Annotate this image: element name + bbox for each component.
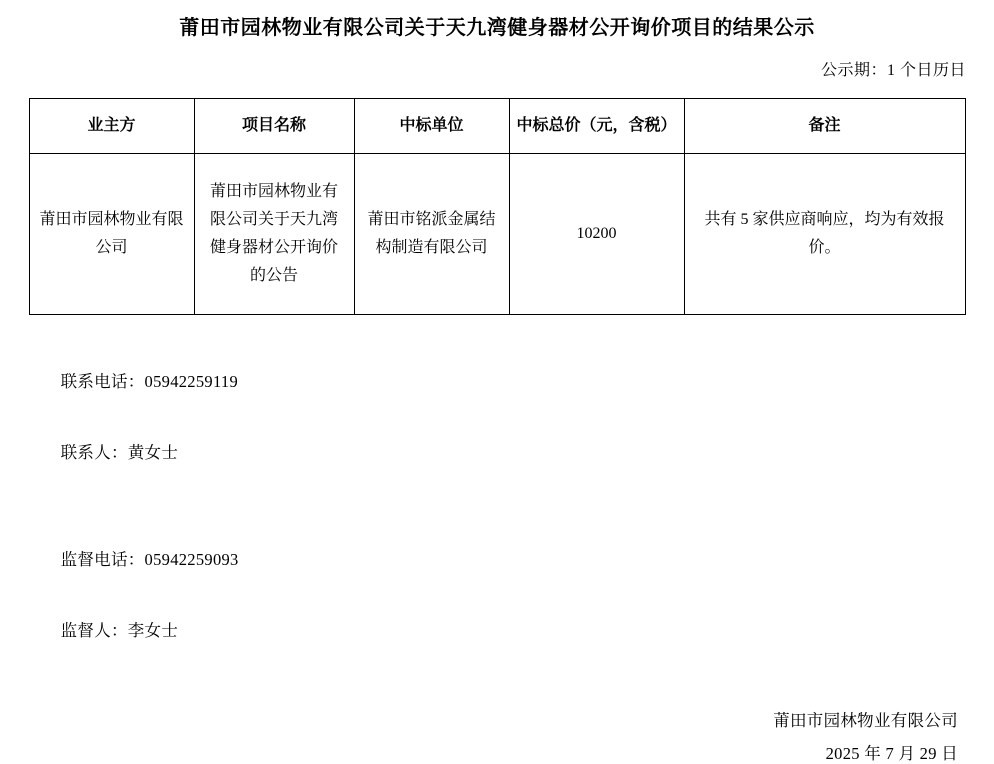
- contact-block: [34, 329, 994, 684]
- table-row: [29, 154, 965, 315]
- contact-person: 联系人：黄女士: [60, 443, 179, 463]
- column-header-winning-unit: 中标单位: [354, 99, 509, 154]
- column-header-project-name: 项目名称: [194, 99, 354, 154]
- page-title: 莆田市园林物业有限公司关于天九湾健身器材公开询价项目的结果公示: [179, 17, 815, 39]
- cell-owner: 莆田市园林物业有限公司: [29, 154, 194, 315]
- contact-row-phone: [34, 329, 994, 506]
- cell-remark: 共有 5 家供应商响应，均为有效报价。: [684, 154, 965, 315]
- footer-company: 莆田市园林物业有限公司: [773, 710, 958, 730]
- contact-phone: 联系电话：05942259119: [60, 372, 238, 392]
- supervisor-person: 监督人：李女士: [60, 620, 179, 640]
- footer-date: 2025 年 7 月 29 日: [825, 743, 958, 763]
- column-header-total-price: 中标总价（元，含税）: [509, 99, 684, 154]
- cell-project-name: 莆田市园林物业有限公司关于天九湾健身器材公开询价的公告: [194, 154, 354, 315]
- result-table: [29, 98, 966, 315]
- column-header-owner: 业主方: [29, 99, 194, 154]
- supervision-phone: 监督电话：05942259093: [60, 549, 239, 569]
- cell-total-price: 10200: [509, 154, 684, 315]
- column-header-remark: 备注: [684, 99, 965, 154]
- contact-row-supervision: [34, 506, 994, 683]
- cell-winning-unit: 莆田市铭派金属结构制造有限公司: [354, 154, 509, 315]
- table-header-row: [29, 99, 965, 154]
- publicity-period: 公示期：1 个日历日: [820, 62, 966, 79]
